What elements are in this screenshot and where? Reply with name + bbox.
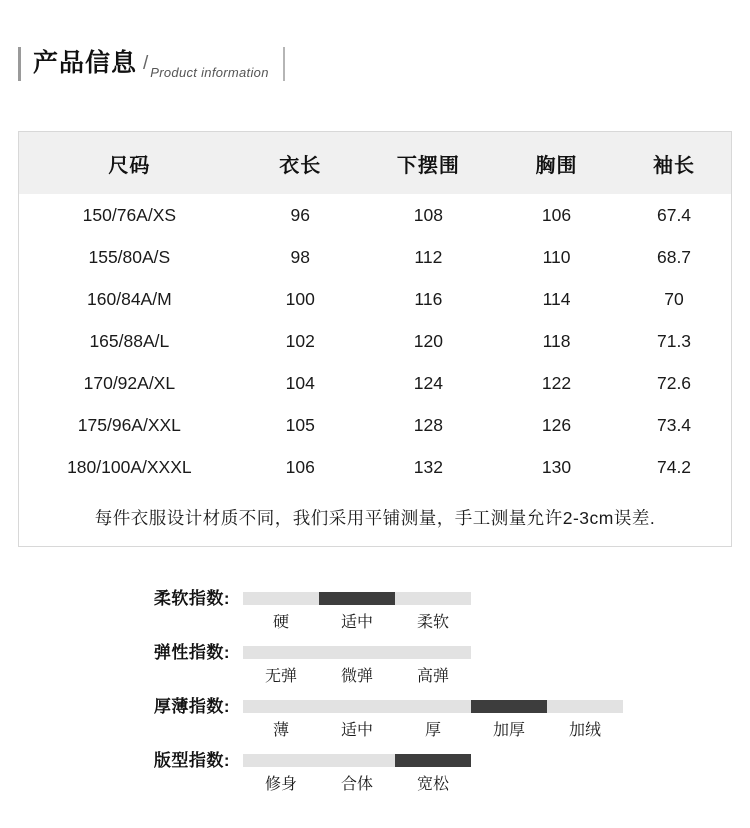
cell-length: 96 [290, 204, 310, 225]
table-row [19, 278, 731, 320]
column-header-hem: 下摆围 [361, 132, 496, 194]
table-row [19, 194, 731, 236]
cell-size: 175/96A/XXL [77, 414, 181, 435]
column-header-length: 衣长 [240, 132, 361, 194]
index-label-elasticity: 弹性指数: [153, 643, 230, 662]
cell-length: 106 [285, 456, 315, 477]
table-row [19, 446, 731, 488]
index-option-thickness-2[interactable]: 厚 [424, 722, 441, 739]
cell-bust: 122 [541, 372, 572, 393]
header-accent-bar-right [283, 47, 285, 81]
index-option-elasticity-1[interactable]: 微弹 [340, 668, 373, 685]
cell-hem: 112 [414, 246, 443, 267]
cell-size: 170/92A/XL [83, 372, 176, 393]
page-subtitle: Product information [150, 65, 269, 80]
column-header-sleeve: 袖长 [617, 132, 731, 194]
cell-hem: 120 [413, 330, 443, 351]
index-track-thickness [243, 700, 623, 713]
index-option-thickness-1[interactable]: 适中 [340, 722, 373, 739]
column-header-size: 尺码 [19, 132, 240, 194]
cell-size: 160/84A/M [87, 288, 172, 309]
table-row [19, 404, 731, 446]
cell-size: 150/76A/XS [82, 204, 177, 225]
cell-hem: 124 [413, 372, 443, 393]
measurement-note-row [19, 488, 731, 546]
index-ticks-thickness [243, 718, 623, 744]
index-track-elasticity [243, 646, 471, 659]
index-label-softness: 柔软指数: [153, 589, 230, 608]
index-option-fit-0[interactable]: 修身 [264, 776, 297, 793]
column-header-bust: 胸围 [496, 132, 617, 194]
index-row-softness [0, 588, 750, 642]
cell-hem: 132 [413, 456, 443, 477]
index-row-thickness [0, 696, 750, 750]
section-header [0, 42, 750, 86]
index-row-fit [0, 750, 750, 804]
cell-hem: 108 [413, 204, 443, 225]
cell-bust: 126 [541, 414, 572, 435]
table-row [19, 362, 731, 404]
cell-hem: 116 [414, 288, 443, 309]
index-option-softness-0[interactable]: 硬 [272, 614, 289, 631]
index-ticks-softness [243, 610, 471, 636]
cell-size: 180/100A/XXXL [67, 456, 192, 477]
index-label-thickness: 厚薄指数: [153, 697, 230, 716]
index-label-fit: 版型指数: [153, 751, 230, 770]
index-option-fit-2[interactable]: 宽松 [416, 776, 449, 793]
table-row [19, 236, 731, 278]
cell-length: 104 [285, 372, 315, 393]
cell-sleeve: 70 [664, 288, 684, 309]
size-table [19, 132, 731, 546]
cell-sleeve: 74.2 [656, 456, 692, 477]
index-option-fit-1[interactable]: 合体 [340, 776, 373, 793]
table-row [19, 320, 731, 362]
cell-sleeve: 67.4 [656, 204, 692, 225]
fabric-index-section [0, 588, 750, 804]
header-separator: / [143, 52, 149, 74]
cell-sleeve: 72.6 [656, 372, 692, 393]
cell-sleeve: 73.4 [656, 414, 692, 435]
size-table-body [19, 194, 731, 546]
index-option-elasticity-0[interactable]: 无弹 [264, 668, 297, 685]
cell-bust: 114 [542, 288, 571, 309]
index-fill-softness [319, 592, 395, 605]
cell-size: 155/80A/S [88, 246, 171, 267]
cell-length: 100 [285, 288, 315, 309]
cell-bust: 130 [541, 456, 572, 477]
measurement-note: 每件衣服设计材质不同，我们采用平铺测量，手工测量允许2-3cm误差. [94, 507, 656, 528]
cell-length: 98 [290, 246, 310, 267]
index-option-elasticity-2[interactable]: 高弹 [416, 668, 449, 685]
table-header-row [19, 132, 731, 194]
cell-bust: 118 [542, 330, 571, 351]
cell-length: 105 [285, 414, 315, 435]
cell-bust: 106 [541, 204, 572, 225]
cell-size: 165/88A/L [89, 330, 170, 351]
index-ticks-fit [243, 772, 471, 798]
cell-sleeve: 71.3 [656, 330, 692, 351]
index-fill-thickness [471, 700, 547, 713]
index-option-thickness-3[interactable]: 加厚 [492, 722, 525, 739]
index-option-softness-2[interactable]: 柔软 [416, 614, 449, 631]
index-fill-fit [395, 754, 471, 767]
index-row-elasticity [0, 642, 750, 696]
cell-bust: 110 [542, 246, 571, 267]
header-accent-bar-left [18, 47, 21, 81]
size-table-container [18, 131, 732, 547]
cell-sleeve: 68.7 [656, 246, 692, 267]
index-ticks-elasticity [243, 664, 471, 690]
index-option-thickness-0[interactable]: 薄 [272, 722, 289, 739]
size-table-head [19, 132, 731, 194]
page-title: 产品信息 [33, 48, 138, 77]
index-option-thickness-4[interactable]: 加绒 [568, 722, 601, 739]
index-option-softness-1[interactable]: 适中 [340, 614, 373, 631]
cell-hem: 128 [413, 414, 443, 435]
cell-length: 102 [285, 330, 315, 351]
